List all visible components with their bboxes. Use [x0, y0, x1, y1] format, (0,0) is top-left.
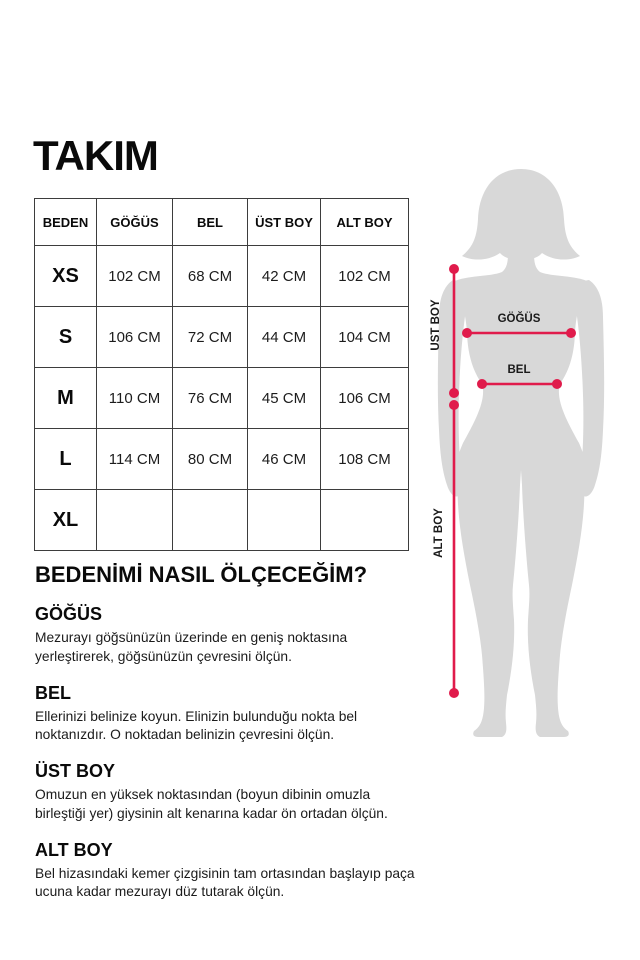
measurement-value: 106 CM	[321, 368, 409, 429]
table-row-m	[35, 368, 409, 429]
guide-section-title-bel: BEL	[35, 682, 71, 703]
table-row-xs	[35, 246, 409, 307]
measure-dot	[552, 379, 562, 389]
table-row-xl	[35, 490, 409, 551]
column-header-beden: BEDEN	[35, 199, 97, 246]
measurement-value: 106 CM	[97, 307, 173, 368]
measurement-value: 45 CM	[248, 368, 321, 429]
size-label: S	[35, 307, 97, 368]
measurement-value: 80 CM	[173, 429, 248, 490]
measurement-value: 42 CM	[248, 246, 321, 307]
guide-section-title-alt-boy: ALT BOY	[35, 839, 113, 860]
column-header-gogus: GÖĞÜS	[97, 199, 173, 246]
table-header-row	[35, 199, 409, 246]
measure-dot	[449, 688, 459, 698]
guide-section-text-alt-boy: Bel hizasındaki kemer çizgisinin tam ortasından başlayıp paça ucuna kadar mezurayı düz tutarak ölçün.	[35, 865, 415, 900]
guide-section-text-ust-boy: Omuzun en yüksek noktasından (boyun dibinin omuzla birleştiği yer) giysinin alt kenarına kadar ön ortadan ölçün.	[35, 787, 388, 821]
measurement-value: 102 CM	[321, 246, 409, 307]
page-title: TAKIM	[33, 132, 158, 179]
guide-heading: BEDENİMİ NASIL ÖLÇECEĞİM?	[35, 562, 368, 587]
measurement-value	[97, 490, 173, 551]
measurement-value: 76 CM	[173, 368, 248, 429]
measurement-value: 104 CM	[321, 307, 409, 368]
figure-label-gogus: GÖĞÜS	[497, 313, 541, 325]
size-label: M	[35, 368, 97, 429]
size-table	[34, 198, 409, 551]
measurement-value	[173, 490, 248, 551]
measure-dot	[449, 400, 459, 410]
body-silhouette	[438, 169, 604, 737]
measurement-value: 72 CM	[173, 307, 248, 368]
measure-dot	[449, 388, 459, 398]
measurement-value: 102 CM	[97, 246, 173, 307]
measurement-value: 68 CM	[173, 246, 248, 307]
figure-label-bel: BEL	[507, 364, 531, 376]
figure-label-alt-boy: ALT BOY	[433, 508, 445, 558]
measurement-value	[321, 490, 409, 551]
table-row-l	[35, 429, 409, 490]
guide-section-text-gogus: Mezurayı göğsünüzün üzerinde en geniş noktasına yerleştirerek, göğsünüzün çevresini ölçün.	[35, 630, 348, 664]
measurement-value: 46 CM	[248, 429, 321, 490]
guide-section-title-gogus: GÖĞÜS	[35, 604, 103, 624]
size-label: XL	[35, 490, 97, 551]
measuring-guide	[35, 562, 427, 902]
measure-dot	[566, 328, 576, 338]
column-header-alt-boy: ALT BOY	[321, 199, 409, 246]
size-label: L	[35, 429, 97, 490]
measurement-value	[248, 490, 321, 551]
measure-dot	[477, 379, 487, 389]
guide-section-title-ust-boy: ÜST BOY	[35, 761, 116, 781]
measure-dot	[462, 328, 472, 338]
measurement-value: 110 CM	[97, 368, 173, 429]
measurement-value: 108 CM	[321, 429, 409, 490]
measure-dot	[449, 264, 459, 274]
table-row-s	[35, 307, 409, 368]
measurement-value: 114 CM	[97, 429, 173, 490]
guide-section-text-bel: Ellerinizi belinize koyun. Elinizin bulunduğu nokta bel noktanızdır. O noktadan belinizin çevresini ölçün.	[35, 708, 358, 743]
body-measurement-figure	[430, 165, 640, 740]
silhouette-torso-legs	[453, 253, 589, 737]
column-header-bel: BEL	[173, 199, 248, 246]
measurement-value: 44 CM	[248, 307, 321, 368]
size-label: XS	[35, 246, 97, 307]
column-header-ust-boy: ÜST BOY	[248, 199, 321, 246]
figure-label-ust-boy: ÜST BOY	[430, 299, 442, 351]
silhouette-head	[462, 169, 580, 260]
